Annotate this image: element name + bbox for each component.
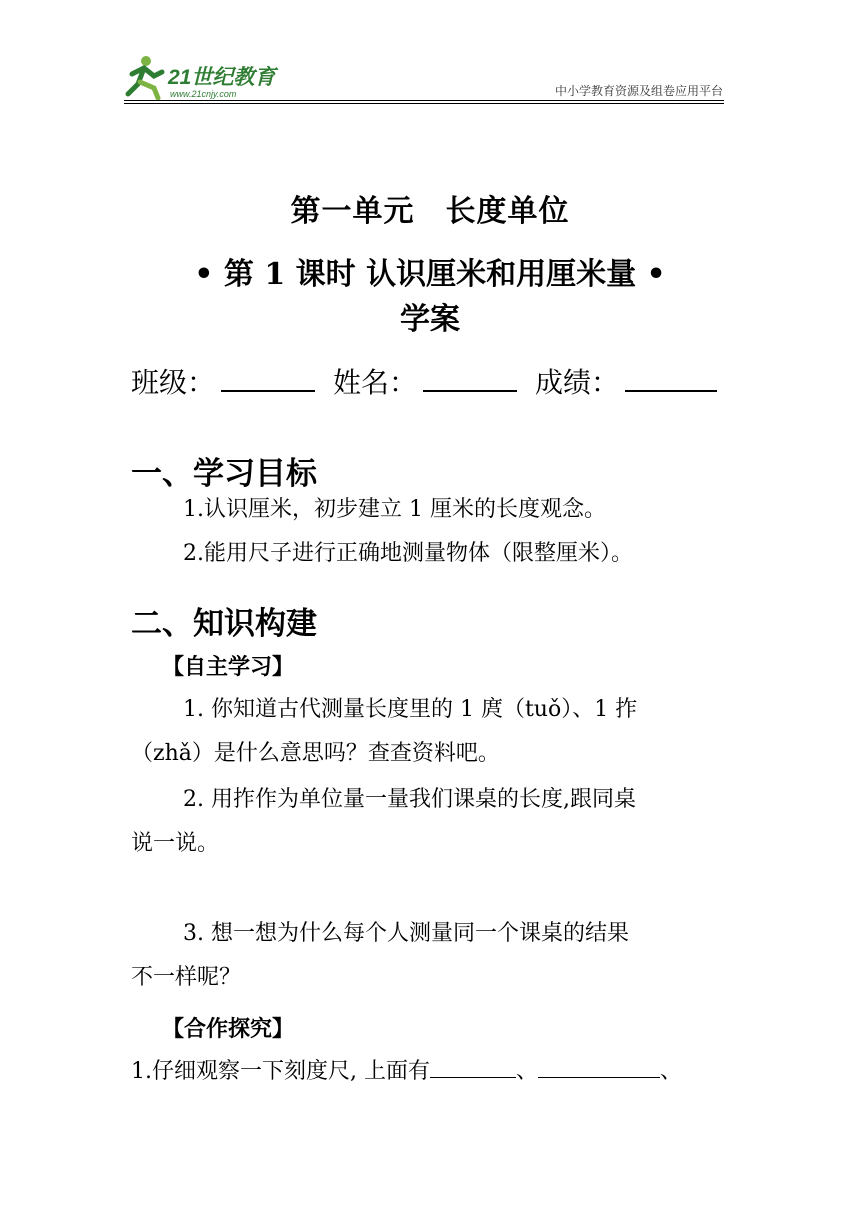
platform-text: 中小学教育资源及组卷应用平台 [554,84,723,98]
answer-blank-2[interactable] [538,1057,660,1078]
score-blank[interactable] [625,368,717,392]
section-heading-goals: 一、学习目标 [131,456,317,492]
logo-main-text: 21世纪教育 [168,66,276,89]
student-info-line [131,361,717,401]
goal-item-2: 2.能用尺子进行正确地测量物体（限整厘米）。 [183,541,633,566]
score-label: 成绩： [535,366,620,399]
question-1-line-2: （zhǎ）是什么意思吗？查查资料吧。 [131,741,500,766]
header-divider-thin [124,103,724,104]
class-label: 班级： [131,366,216,399]
coop-question-1-text: 1.仔细观察一下刻度尺, 上面有 [131,1059,430,1084]
name-label: 姓名： [333,366,418,399]
doc-type-title: 学案 [400,302,460,337]
runner-icon [128,56,162,98]
logo-url-text: www.21cnjy.com [170,89,237,99]
class-blank[interactable] [221,368,315,392]
separator-2: 、 [660,1059,683,1084]
goal-item-1: 1.认识厘米，初步建立 1 厘米的长度观念。 [183,497,606,522]
coop-question-1 [131,1057,731,1087]
question-3-line-2: 不一样呢？ [131,965,242,990]
answer-blank-1[interactable] [430,1057,516,1078]
cooperative-heading: 【合作探究】 [162,1016,295,1042]
question-3-line-1: 3. 想一想为什么每个人测量同一个课桌的结果 [183,921,629,946]
question-2-line-1: 2. 用拃作为单位量一量我们课桌的长度,跟同桌 [183,787,636,812]
unit-title: 第一单元 长度单位 [290,194,570,229]
self-study-heading: 【自主学习】 [162,654,295,680]
lesson-title: • 第 1 课时 认识厘米和用厘米量 • [194,257,666,292]
logo [124,54,294,100]
question-2-line-2: 说一说。 [131,831,220,856]
question-1-line-1: 1. 你知道古代测量长度里的 1 庹（tuǒ）、1 拃 [183,697,638,722]
name-blank[interactable] [423,368,517,392]
separator-1: 、 [515,1059,538,1084]
section-heading-knowledge: 二、知识构建 [131,606,317,642]
header-divider [124,100,724,101]
